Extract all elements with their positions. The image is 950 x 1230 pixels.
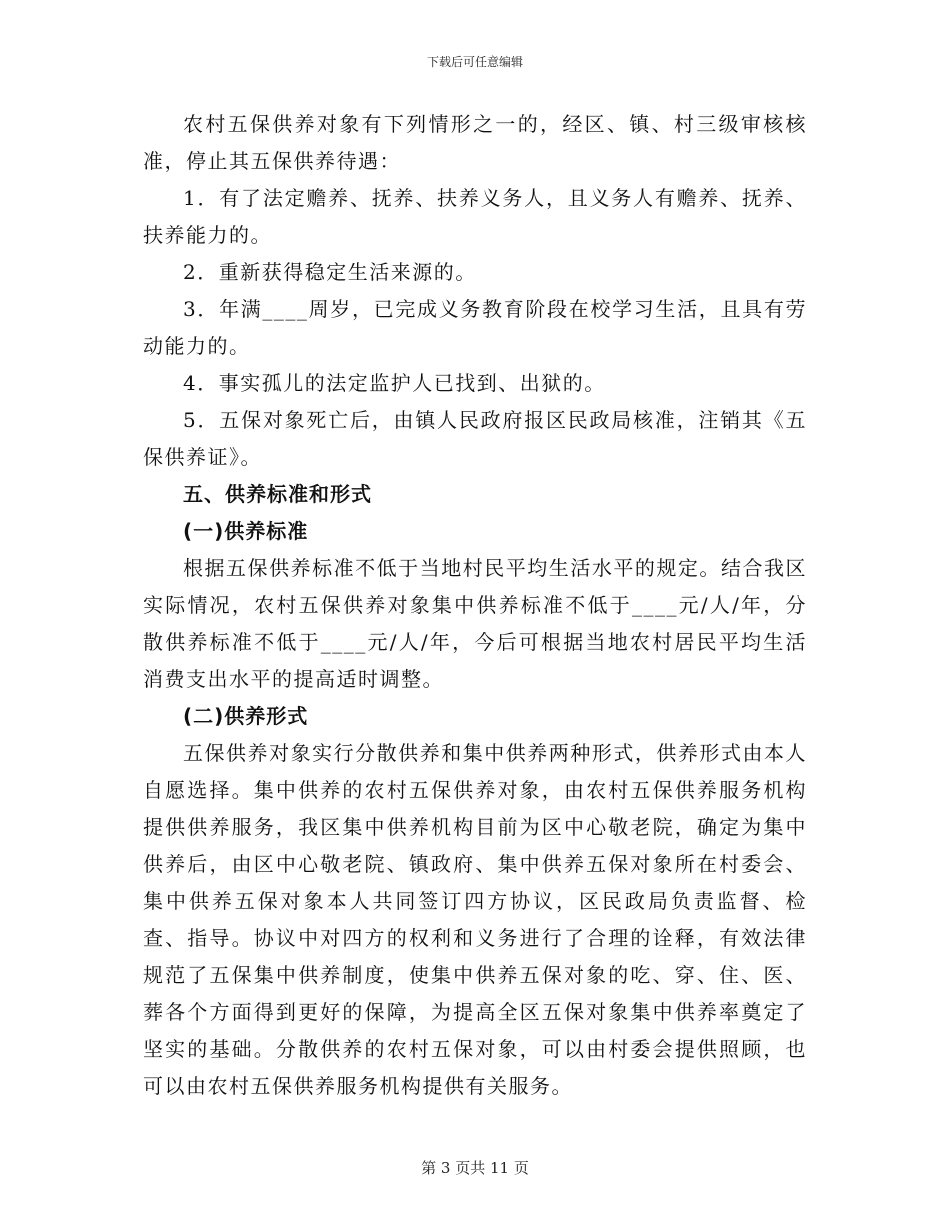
list-item-2: 2．重新获得稳定生活来源的。: [183, 260, 477, 284]
list-item-1: 1．有了法定赡养、抚养、扶养义务人，且义务人有赡养、抚养、扶养能力的。: [143, 186, 807, 247]
subsection-heading-standard: (一)供养标准: [183, 519, 309, 543]
list-item-4: 4．事实孤儿的法定监护人已找到、出狱的。: [183, 371, 606, 395]
section-heading-5: 五、供养标准和形式: [183, 482, 372, 506]
subsection-heading-form: (二)供养形式: [183, 704, 309, 728]
page-footer: 第 3 页共 11 页: [421, 1159, 529, 1177]
paragraph-support-form: 五保供养对象实行分散供养和集中供养两种形式，供养形式由本人自愿选择。集中供养的农村五保供养对象，由农村五保供养服务机构提供供养服务，我区集中供养机构目前为区中心敬老院，确定为集中供养后，由区中心敬老院、镇政府、集中供养五保对象所在村委会、集中供养五保对象本人共同签订四方协议，区民政局负责监督、检查、指导。协议中对四方的权利和义务进行了合理的诠释，有效法律规范了五保集中供养制度，使集中供养五保对象的吃、穿、住、医、葬各个方面得到更好的保障，为提高全区五保对象集中供养率奠定了坚实的基础。分散供养的农村五保对象，可以由村委会提供照顾，也可以由农村五保供养服务机构提供有关服务。: [143, 741, 807, 1098]
page-header: 下载后可任意编辑: [426, 55, 523, 69]
paragraph-termination-conditions: 农村五保供养对象有下列情形之一的，经区、镇、村三级审核核准，停止其五保供养待遇：: [143, 112, 807, 173]
list-item-3: 3．年满____周岁，已完成义务教育阶段在校学习生活，且具有劳动能力的。: [143, 297, 807, 358]
paragraph-support-standard: 根据五保供养标准不低于当地村民平均生活水平的规定。结合我区实际情况，农村五保供养对象集中供养标准不低于____元/人/年，分散供养标准不低于____元/人/年，今后可根据当地农村居民平均生活消费支出水平的提高适时调整。: [143, 556, 807, 691]
list-item-5: 5．五保对象死亡后，由镇人民政府报区民政局核准，注销其《五保供养证》。: [143, 408, 807, 469]
document-body: [143, 106, 807, 1105]
